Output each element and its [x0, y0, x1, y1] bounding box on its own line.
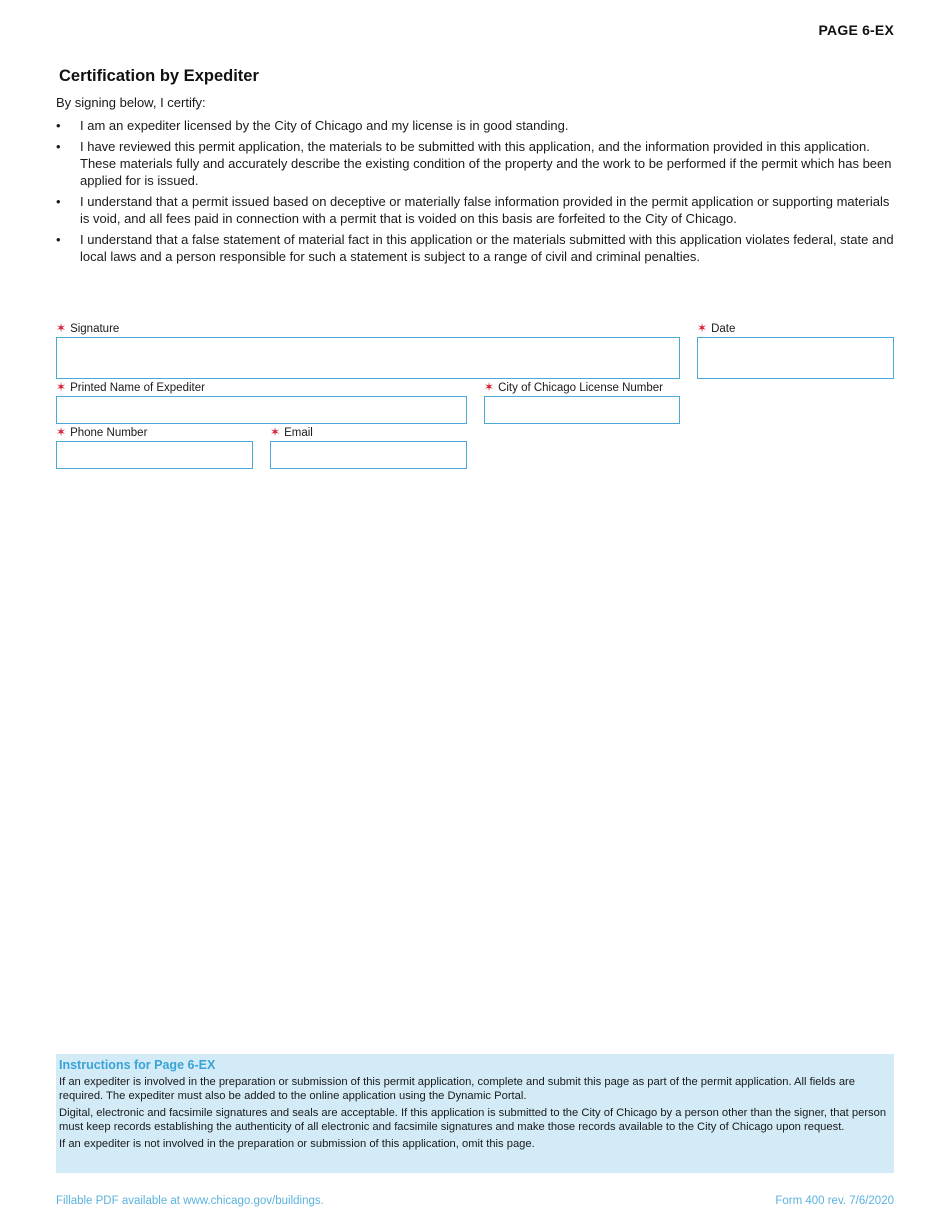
certification-list — [56, 117, 901, 269]
form-revision: Form 400 rev. 7/6/2020 — [775, 1195, 894, 1207]
certify-intro: By signing below, I certify: — [56, 95, 206, 110]
license-number-field[interactable] — [484, 396, 680, 424]
list-item — [56, 117, 901, 134]
printed-name-input[interactable] — [57, 397, 466, 423]
page-number-label: PAGE 6-EX — [818, 22, 894, 38]
signature-input[interactable] — [57, 338, 679, 378]
instructions-paragraph: Digital, electronic and facsimile signatures and seals are acceptable. If this application is submitted to the City of Chicago by a person other than the signer, that person must keep records establishing the authenticity of all electronic and facsimile signatures and make those records available to the City of Chicago upon request. — [59, 1107, 887, 1133]
list-item — [56, 231, 901, 265]
phone-field[interactable] — [56, 441, 253, 469]
instructions-paragraph: If an expediter is involved in the preparation or submission of this permit application, complete and submit this page as part of the permit application. All fields are required. The expediter must also be added to the online application using the Dynamic Portal. — [59, 1076, 855, 1102]
date-input[interactable] — [698, 338, 893, 378]
date-label: ✶ Date — [697, 321, 736, 335]
required-asterisk-icon: ✶ — [697, 321, 708, 335]
email-field[interactable] — [270, 441, 467, 469]
required-asterisk-icon: ✶ — [484, 380, 495, 394]
instructions-paragraph: If an expediter is not involved in the preparation or submission of this application, omit this page. — [59, 1138, 535, 1150]
bullet-icon: • — [56, 118, 61, 133]
certification-text: I understand that a false statement of material fact in this application or the materials submitted with this application violates federal, state and local laws and a person responsible for such a statement is subject to a range of civil and criminal penalties. — [80, 232, 894, 264]
required-asterisk-icon: ✶ — [270, 425, 281, 439]
page-title: Certification by Expediter — [59, 67, 259, 85]
signature-field[interactable] — [56, 337, 680, 379]
instructions-panel — [56, 1054, 894, 1173]
bullet-icon: • — [56, 139, 61, 154]
list-item — [56, 193, 901, 227]
phone-label: ✶ Phone Number — [56, 425, 148, 439]
license-number-input[interactable] — [485, 397, 679, 423]
printed-name-label: ✶ Printed Name of Expediter — [56, 380, 205, 394]
list-item — [56, 138, 901, 189]
email-input[interactable] — [271, 442, 466, 468]
certification-text: I understand that a permit issued based on deceptive or materially false information provided in the permit application or supporting materials is void, and all fees paid in connection with a permit that is voided on this basis are forfeited to the City of Chicago. — [80, 194, 890, 226]
certification-text: I have reviewed this permit application, the materials to be submitted with this application, and the information provided in this application. These materials fully and accurately describe the existing condition of the property and the work to be performed if the permit which has been applied for is issued. — [80, 139, 892, 188]
printed-name-field[interactable] — [56, 396, 467, 424]
bullet-icon: • — [56, 194, 61, 209]
phone-input[interactable] — [57, 442, 252, 468]
email-label: ✶ Email — [270, 425, 313, 439]
instructions-title: Instructions for Page 6-EX — [59, 1058, 216, 1072]
certification-text: I am an expediter licensed by the City of Chicago and my license is in good standing. — [80, 118, 569, 133]
fillable-pdf-note: Fillable PDF available at www.chicago.gov/buildings. — [56, 1195, 324, 1207]
signature-label: ✶ Signature — [56, 321, 120, 335]
date-field[interactable] — [697, 337, 894, 379]
bullet-icon: • — [56, 232, 61, 247]
required-asterisk-icon: ✶ — [56, 425, 67, 439]
required-asterisk-icon: ✶ — [56, 380, 67, 394]
license-number-label: ✶ City of Chicago License Number — [484, 380, 663, 394]
required-asterisk-icon: ✶ — [56, 321, 67, 335]
